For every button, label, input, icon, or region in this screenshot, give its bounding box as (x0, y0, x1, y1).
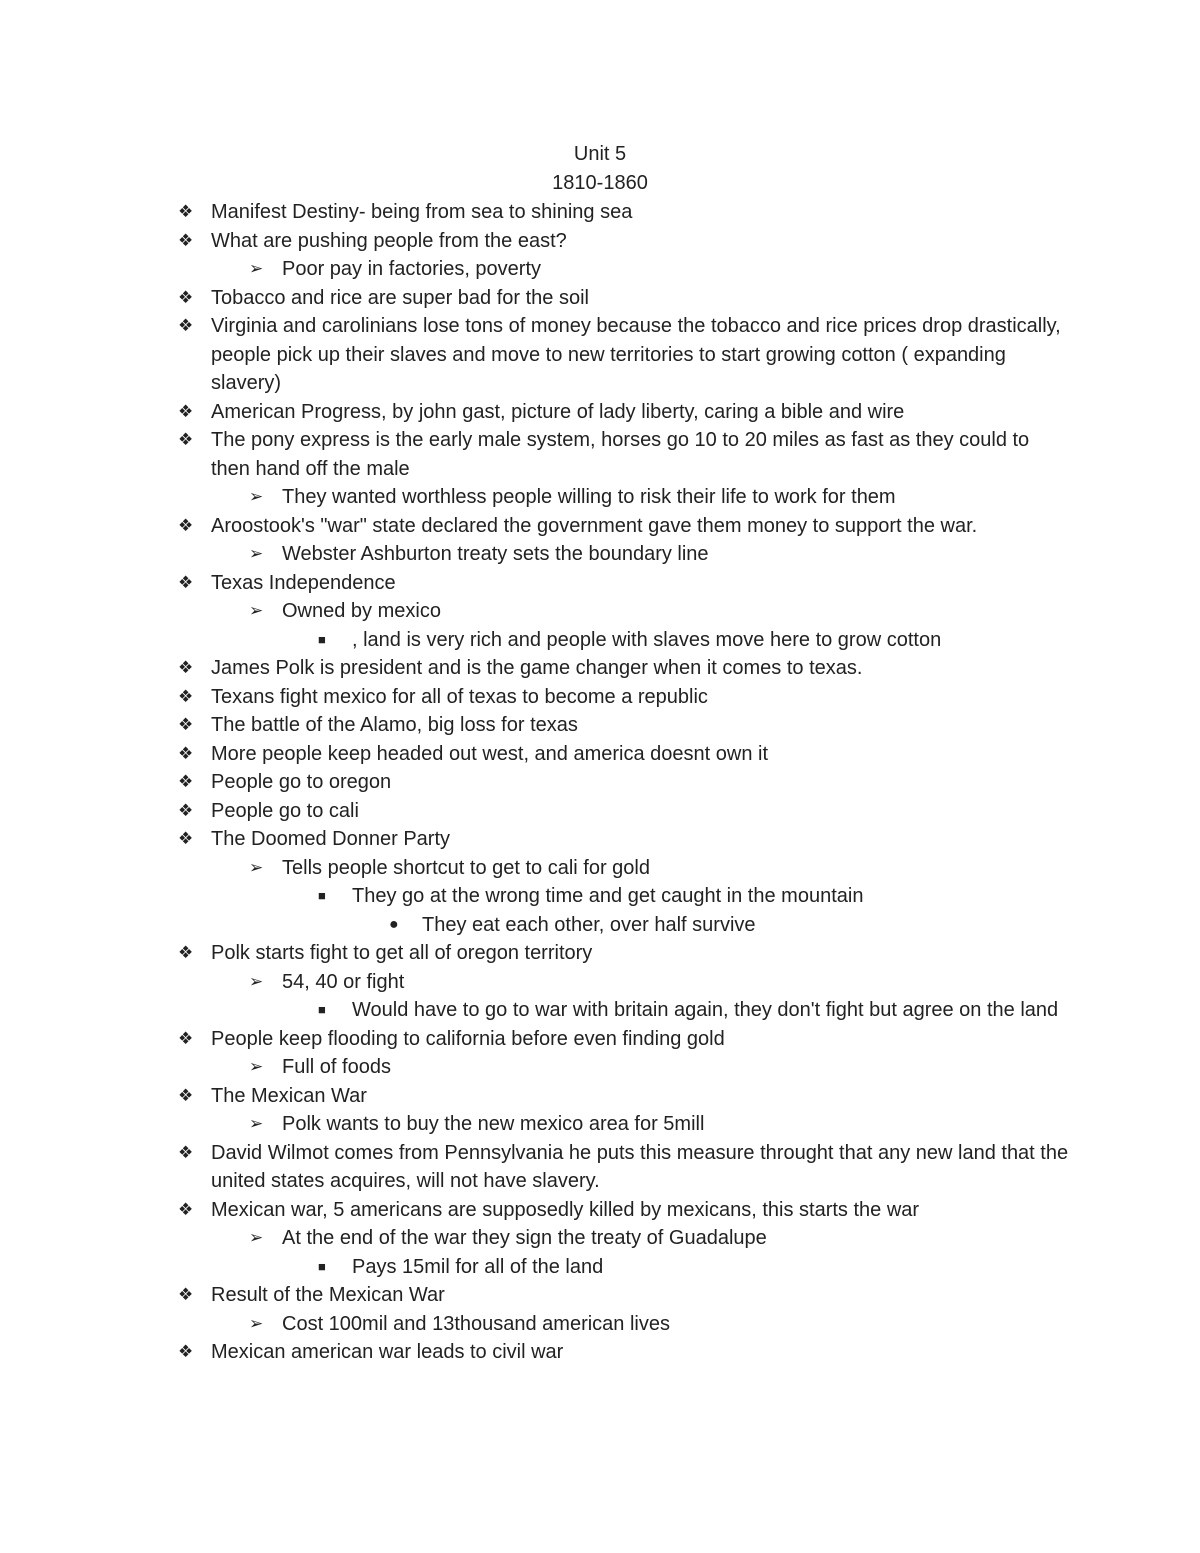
list-item-text: Virginia and carolinians lose tons of money because the tobacco and rice prices drop drastically, people pick up their slaves and move to new territories to start growing cotton ( expanding slavery) (211, 315, 1061, 394)
list-item (0, 711, 1200, 740)
list-item-text: They eat each other, over half survive (422, 913, 756, 936)
list-item (0, 740, 1200, 769)
list-item-text: 54, 40 or fight (282, 970, 405, 993)
list-item (0, 1224, 1200, 1253)
list-item-text: Polk wants to buy the new mexico area for 5mill (282, 1113, 705, 1135)
list-item-text: Aroostook's "war" state declared the government gave them money to support the war. (211, 514, 978, 537)
list-item-text: Cost 100mil and 13thousand american lives (282, 1312, 670, 1335)
list-item (0, 1053, 1200, 1082)
list-item-text: Full of foods (282, 1056, 391, 1078)
square-bullet-icon: ■ (318, 1002, 326, 1017)
square-bullet-icon: ■ (318, 1258, 326, 1274)
list-item-text: Tells people shortcut to get to cali for gold (282, 856, 650, 879)
list-item-text: The battle of the Alamo, big loss for texas (211, 714, 578, 736)
list-item (0, 426, 1200, 483)
list-item-text: Texans fight mexico for all of texas to become a republic (211, 685, 708, 708)
diamond-bullet-icon: ❖ (178, 1285, 194, 1304)
list-item-text: Pays 15mil for all of the land (352, 1255, 604, 1278)
list-item (0, 854, 1200, 883)
arrow-bullet-icon: ➢ (249, 1228, 264, 1247)
list-item (0, 1253, 1200, 1282)
list-item (0, 483, 1200, 512)
diamond-bullet-icon: ❖ (178, 686, 194, 706)
page-title: Unit 5 (573, 143, 627, 165)
diamond-bullet-icon: ❖ (178, 743, 194, 763)
list-item (0, 1110, 1200, 1139)
list-item-text: Result of the Mexican War (211, 1284, 445, 1306)
list-item-text: At the end of the war they sign the treaty of Guadalupe (282, 1227, 767, 1249)
list-item-text: The Doomed Donner Party (211, 828, 451, 850)
list-item (0, 654, 1200, 683)
list-item-text: Poor pay in factories, poverty (282, 258, 542, 280)
notes-list (0, 198, 1200, 1367)
list-item-text: People go to cali (211, 799, 359, 822)
list-item-text: David Wilmot comes from Pennsylvania he puts this measure throught that any new land that the united states acquires, will not have slavery. (211, 1141, 1069, 1192)
square-bullet-icon: ■ (318, 888, 326, 903)
list-item-text: More people keep headed out west, and america doesnt own it (211, 742, 769, 765)
list-item (0, 626, 1200, 655)
list-item-text: The Mexican War (211, 1084, 367, 1107)
diamond-bullet-icon: ❖ (178, 401, 194, 421)
diamond-bullet-icon: ❖ (178, 430, 194, 449)
dot-bullet-icon: ● (389, 915, 399, 933)
diamond-bullet-icon: ❖ (178, 230, 194, 250)
diamond-bullet-icon: ❖ (178, 202, 194, 221)
arrow-bullet-icon: ➢ (249, 259, 264, 278)
list-item (0, 882, 1200, 911)
diamond-bullet-icon: ❖ (178, 943, 194, 962)
list-item-text: Would have to go to war with britain again, they don't fight but agree on the land (352, 999, 1059, 1021)
list-item-text: , land is very rich and people with slaves move here to grow cotton (352, 628, 942, 651)
list-item (0, 683, 1200, 712)
list-item-text: Manifest Destiny- being from sea to shining sea (211, 201, 633, 223)
list-item (0, 968, 1200, 997)
list-item (0, 1338, 1200, 1367)
list-item-text: The pony express is the early male system, horses go 10 to 20 miles as fast as they could to then hand off the male (211, 429, 1030, 480)
list-item-text: American Progress, by john gast, picture of lady liberty, caring a bible and wire (211, 400, 905, 423)
arrow-bullet-icon: ➢ (249, 971, 264, 991)
list-item (0, 1196, 1200, 1225)
list-item (0, 996, 1200, 1025)
diamond-bullet-icon: ❖ (178, 772, 194, 791)
list-item (0, 540, 1200, 569)
list-item-text: Mexican american war leads to civil war (211, 1341, 564, 1363)
list-item (0, 198, 1200, 227)
list-item-text: What are pushing people from the east? (211, 229, 567, 252)
list-item-text: People keep flooding to california before even finding gold (211, 1027, 725, 1050)
list-item (0, 312, 1200, 398)
arrow-bullet-icon: ➢ (249, 601, 264, 620)
list-item-text: Owned by mexico (282, 600, 441, 622)
list-item (0, 398, 1200, 427)
arrow-bullet-icon: ➢ (249, 487, 264, 506)
diamond-bullet-icon: ❖ (178, 1342, 194, 1361)
list-item-text: Polk starts fight to get all of oregon territory (211, 942, 593, 964)
list-item (0, 911, 1200, 940)
diamond-bullet-icon: ❖ (178, 515, 194, 535)
diamond-bullet-icon: ❖ (178, 1028, 194, 1048)
diamond-bullet-icon: ❖ (178, 316, 194, 335)
arrow-bullet-icon: ➢ (249, 1114, 264, 1133)
arrow-bullet-icon: ➢ (249, 857, 264, 877)
list-item-text: Webster Ashburton treaty sets the boundary line (282, 543, 709, 565)
list-item (0, 1310, 1200, 1339)
list-item (0, 597, 1200, 626)
list-item (0, 1139, 1200, 1196)
list-item (0, 227, 1200, 256)
list-item-text: Texas Independence (211, 571, 396, 594)
diamond-bullet-icon: ❖ (178, 715, 194, 734)
list-item-text: They go at the wrong time and get caught in the mountain (352, 885, 864, 907)
list-item-text: Tobacco and rice are super bad for the soil (211, 286, 589, 309)
list-item-text: People go to oregon (211, 771, 392, 793)
list-item (0, 1082, 1200, 1111)
list-item (0, 255, 1200, 284)
diamond-bullet-icon: ❖ (178, 658, 194, 677)
arrow-bullet-icon: ➢ (249, 544, 264, 563)
list-item (0, 512, 1200, 541)
square-bullet-icon: ■ (318, 631, 326, 647)
diamond-bullet-icon: ❖ (178, 1085, 194, 1105)
list-item-text: They wanted worthless people willing to risk their life to work for them (282, 486, 896, 508)
diamond-bullet-icon: ❖ (178, 572, 194, 592)
diamond-bullet-icon: ❖ (178, 287, 194, 307)
list-item (0, 284, 1200, 313)
arrow-bullet-icon: ➢ (249, 1313, 264, 1333)
list-item (0, 939, 1200, 968)
list-item (0, 1025, 1200, 1054)
list-item (0, 797, 1200, 826)
arrow-bullet-icon: ➢ (249, 1057, 264, 1076)
diamond-bullet-icon: ❖ (178, 1142, 194, 1162)
diamond-bullet-icon: ❖ (178, 829, 194, 848)
list-item (0, 1281, 1200, 1310)
list-item (0, 768, 1200, 797)
list-item (0, 569, 1200, 598)
list-item-text: Mexican war, 5 americans are supposedly killed by mexicans, this starts the war (211, 1198, 920, 1221)
diamond-bullet-icon: ❖ (178, 1199, 194, 1219)
page-subtitle: 1810-1860 (552, 172, 648, 194)
list-item-text: James Polk is president and is the game changer when it comes to texas. (211, 657, 863, 679)
diamond-bullet-icon: ❖ (178, 800, 194, 820)
list-item (0, 825, 1200, 854)
